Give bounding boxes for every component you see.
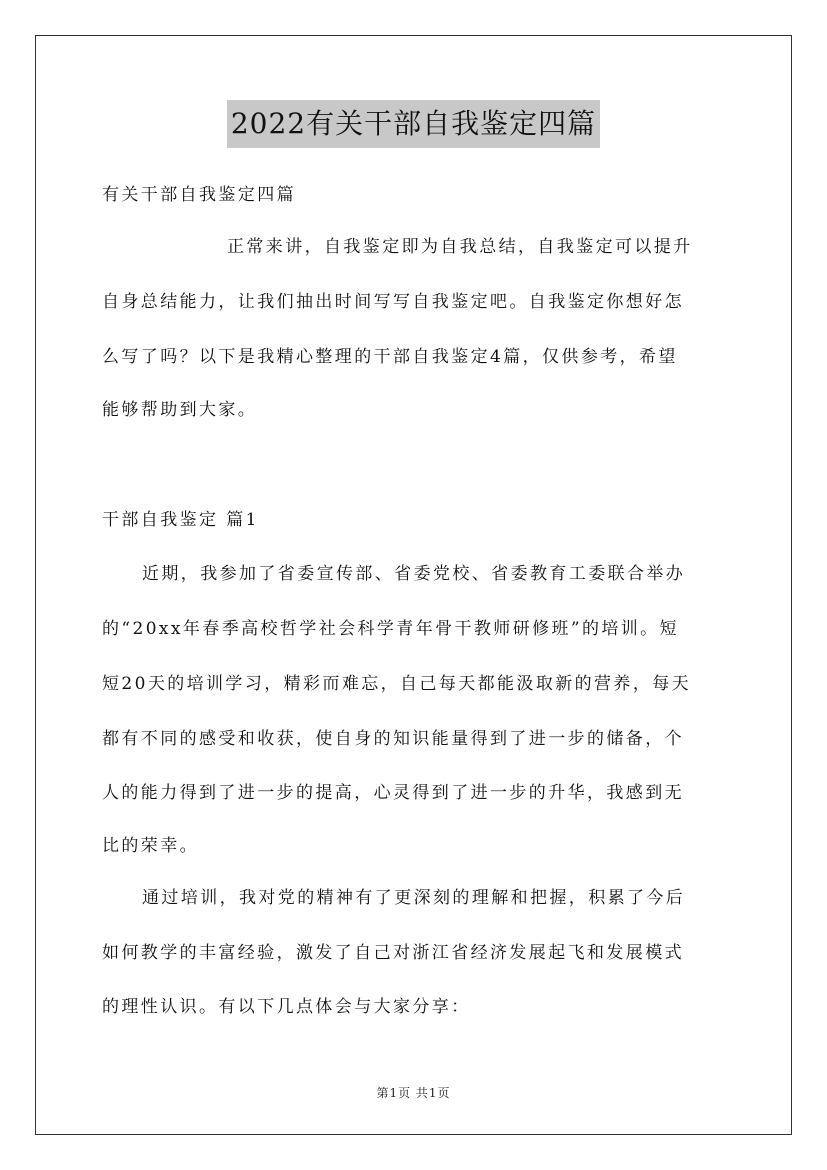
paragraph-line: 都有不同的感受和收获，使自身的知识能量得到了进一步的储备，个: [102, 729, 684, 749]
paragraph-line: 近期，我参加了省委宣传部、省委党校、省委教育工委联合举办: [142, 564, 686, 584]
intro-line: 正常来讲，自我鉴定即为自我总结，自我鉴定可以提升: [227, 237, 693, 257]
intro-line: 么写了吗？以下是我精心整理的干部自我鉴定4篇，仅供参考，希望: [102, 347, 678, 367]
page-footer: 第1页 共1页: [376, 1086, 451, 1100]
paragraph-line: 比的荣幸。: [102, 836, 199, 856]
intro-line: 能够帮助到大家。: [102, 400, 258, 420]
paragraph-line: 通过培训，我对党的精神有了更深刻的理解和把握，积累了今后: [142, 888, 686, 908]
document-title: 2022有关干部自我鉴定四篇: [227, 100, 600, 148]
section-heading: 干部自我鉴定 篇1: [102, 510, 259, 530]
paragraph-line: 人的能力得到了进一步的提高，心灵得到了进一步的升华，我感到无: [102, 783, 684, 803]
paragraph-line: 的“20xx年春季高校哲学社会科学青年骨干教师研修班”的培训。短: [102, 619, 679, 639]
intro-line: 自身总结能力，让我们抽出时间写写自我鉴定吧。自我鉴定你想好怎: [102, 292, 684, 312]
document-subtitle: 有关干部自我鉴定四篇: [102, 185, 296, 205]
paragraph-line: 如何教学的丰富经验，激发了自己对浙江省经济发展起飞和发展模式: [102, 943, 684, 963]
paragraph-line: 短20天的培训学习，精彩而难忘，自己每天都能汲取新的营养，每天: [102, 674, 692, 694]
document-title-block: [0, 100, 827, 148]
paragraph-line: 的理性认识。有以下几点体会与大家分享：: [102, 997, 471, 1017]
